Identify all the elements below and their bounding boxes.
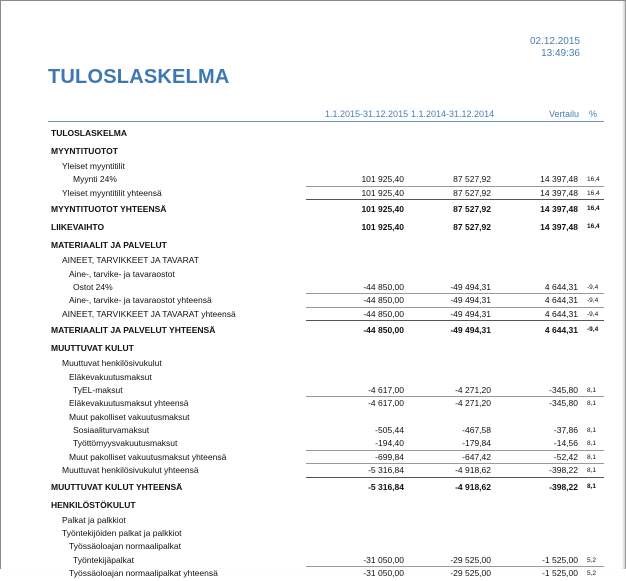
column-header-previous: 1.1.2014-31.12.2014 (411, 109, 495, 119)
value-current: -31 050,00 (363, 554, 404, 565)
value-current: -4 617,00 (368, 398, 404, 409)
value-current: 101 925,40 (361, 222, 404, 233)
row-label: MUUTTUVAT KULUT (51, 343, 134, 354)
value-pct: 16,4 (587, 189, 600, 197)
table-row (48, 294, 604, 307)
value-pct: 8,1 (587, 400, 597, 408)
value-pct: -9,4 (587, 326, 599, 334)
table-row (48, 554, 604, 567)
value-pct: -9,4 (587, 310, 599, 318)
value-diff: -14,56 (553, 438, 578, 449)
value-pct: 8,1 (587, 467, 597, 475)
value-diff: -52,42 (553, 451, 578, 462)
table-row (48, 514, 604, 527)
table-row (48, 281, 604, 294)
value-previous: -647,42 (462, 451, 491, 462)
value-current: -5 316,84 (368, 481, 404, 492)
value-current: -31 050,00 (363, 568, 404, 579)
value-previous: -49 494,31 (450, 295, 491, 306)
row-label: MATERIAALIT JA PALVELUT (51, 240, 167, 251)
value-pct: 16,4 (587, 205, 600, 213)
value-pct: 5,2 (587, 556, 597, 564)
value-diff: 4 644,31 (544, 295, 578, 306)
value-current: -5 316,84 (368, 465, 404, 476)
value-pct: -9,4 (587, 283, 599, 291)
table-row (48, 478, 604, 496)
row-label: AINEET, TARVIKKEET JA TAVARAT (62, 255, 199, 266)
row-label: Työntekijöiden palkat ja palkkiot (62, 528, 182, 539)
row-label: Työssäoloajan normaalipalkat (69, 541, 181, 552)
value-previous: 87 527,92 (453, 204, 491, 215)
value-current: -44 850,00 (363, 308, 404, 319)
row-label: Muut pakolliset vakuutusmaksut yhteensä (69, 451, 227, 462)
value-previous: -467,58 (462, 425, 491, 436)
table-row (48, 357, 604, 370)
value-current: -44 850,00 (363, 295, 404, 306)
value-diff: -398,22 (549, 465, 578, 476)
row-label: AINEET, TARVIKKEET JA TAVARAT yhteensä (62, 308, 236, 319)
value-pct: 8,1 (587, 440, 597, 448)
table-row (48, 371, 604, 384)
table-row (48, 160, 604, 173)
row-label: LIIKEVAIHTO (51, 222, 105, 233)
value-diff: 14 397,48 (540, 187, 578, 198)
column-headers (48, 106, 604, 122)
value-previous: -49 494,31 (450, 308, 491, 319)
row-label: MUUTTUVAT KULUT YHTEENSÄ (51, 481, 183, 492)
value-diff: 14 397,48 (540, 174, 578, 185)
row-label: Eläkevakuutusmaksut (69, 371, 152, 382)
column-header-diff: Vertailu (549, 109, 580, 119)
table-row (48, 321, 604, 339)
value-previous: -49 494,31 (450, 281, 491, 292)
value-diff: -37,86 (553, 425, 578, 436)
table-row (48, 142, 604, 160)
table-row (48, 339, 604, 357)
value-current: -44 850,00 (363, 281, 404, 292)
table-row (48, 496, 604, 514)
value-current: -505,44 (375, 425, 404, 436)
value-current: -699,84 (375, 451, 404, 462)
value-current: 101 925,40 (361, 204, 404, 215)
value-previous: 87 527,92 (453, 187, 491, 198)
value-diff: 14 397,48 (540, 222, 578, 233)
row-label: Yleiset myyntitilit yhteensä (62, 187, 162, 198)
value-diff: -345,80 (549, 384, 578, 395)
row-label: Työntekijäpalkat (73, 554, 134, 565)
value-pct: -9,4 (587, 297, 599, 305)
value-pct: 16,4 (587, 223, 600, 231)
value-current: 101 925,40 (361, 187, 404, 198)
value-previous: -4 271,20 (455, 384, 491, 395)
value-current: -44 850,00 (363, 325, 404, 336)
row-label: Työttömyysvakuutusmaksut (73, 438, 178, 449)
value-current: 101 925,40 (361, 174, 404, 185)
value-previous: 87 527,92 (453, 174, 491, 185)
row-label: MYYNTITUOTOT (51, 146, 118, 156)
value-diff: -398,22 (549, 481, 578, 492)
value-previous: -179,84 (462, 438, 491, 449)
print-time: 13:49:36 (541, 48, 580, 59)
print-date: 02.12.2015 (529, 36, 580, 47)
row-label: TyEL-maksut (73, 384, 123, 395)
table-row (48, 173, 604, 186)
value-pct: 8,1 (587, 427, 597, 435)
value-previous: -29 525,00 (450, 554, 491, 565)
value-diff: 14 397,48 (540, 204, 578, 215)
row-label: Muuttuvat henkilösivukulut (62, 358, 162, 369)
table-row (48, 527, 604, 540)
value-pct: 8,1 (587, 386, 597, 394)
table-row (48, 384, 604, 397)
row-label: Sosiaaliturvamaksut (73, 425, 150, 436)
value-current: -194,40 (375, 438, 404, 449)
column-header-current: 1.1.2015-31.12.2015 (325, 109, 409, 119)
table-row (48, 540, 604, 553)
row-label: Ostot 24% (73, 281, 113, 292)
print-timestamp (530, 36, 580, 60)
table-row (48, 451, 604, 464)
table-row (48, 124, 604, 142)
value-previous: -4 918,62 (455, 481, 491, 492)
row-label: Yleiset myyntitilit (62, 161, 125, 171)
table-row (48, 236, 604, 254)
row-label: Myynti 24% (73, 174, 117, 185)
table-row (48, 308, 604, 321)
row-label: HENKILÖSTÖKULUT (51, 499, 136, 510)
value-pct: 8,1 (587, 453, 597, 461)
table-row (48, 218, 604, 236)
row-label: Eläkevakuutusmaksut yhteensä (69, 398, 189, 409)
value-previous: -49 494,31 (450, 325, 491, 336)
column-header-pct: % (589, 109, 598, 119)
value-pct: 16,4 (587, 176, 600, 184)
value-pct: 8,1 (587, 482, 597, 490)
row-label: Aine-, tarvike- ja tavaraostot (69, 268, 175, 279)
table-row (48, 254, 604, 267)
value-pct: 5,2 (587, 570, 597, 578)
row-label: MYYNTITUOTOT YHTEENSÄ (51, 204, 167, 215)
value-diff: 4 644,31 (544, 281, 578, 292)
value-current: -4 617,00 (368, 384, 404, 395)
value-previous: -4 918,62 (455, 465, 491, 476)
value-previous: -4 271,20 (455, 398, 491, 409)
page-title: TULOSLASKELMA (48, 66, 230, 88)
table-row (48, 437, 604, 450)
row-label: MATERIAALIT JA PALVELUT YHTEENSÄ (51, 325, 216, 336)
income-statement-table (48, 124, 604, 581)
value-previous: -29 525,00 (450, 568, 491, 579)
table-row (48, 397, 604, 410)
value-diff: 4 644,31 (544, 308, 578, 319)
row-label: Työssäoloajan normaalipalkat yhteensä (69, 568, 218, 579)
value-previous: 87 527,92 (453, 222, 491, 233)
table-row (48, 464, 604, 477)
value-diff: 4 644,31 (544, 325, 578, 336)
row-label: Muuttuvat henkilösivukulut yhteensä (62, 465, 199, 476)
table-row (48, 187, 604, 200)
value-diff: -1 525,00 (542, 554, 578, 565)
value-diff: -345,80 (549, 398, 578, 409)
row-label: Aine-, tarvike- ja tavaraostot yhteensä (69, 295, 212, 306)
table-row (48, 424, 604, 437)
table-row (48, 268, 604, 281)
table-row (48, 411, 604, 424)
row-label: Palkat ja palkkiot (62, 514, 126, 525)
table-row (48, 567, 604, 580)
row-label: Muut pakolliset vakuutusmaksut (69, 411, 190, 422)
row-label: TULOSLASKELMA (51, 128, 128, 138)
value-diff: -1 525,00 (542, 568, 578, 579)
table-row (48, 200, 604, 218)
